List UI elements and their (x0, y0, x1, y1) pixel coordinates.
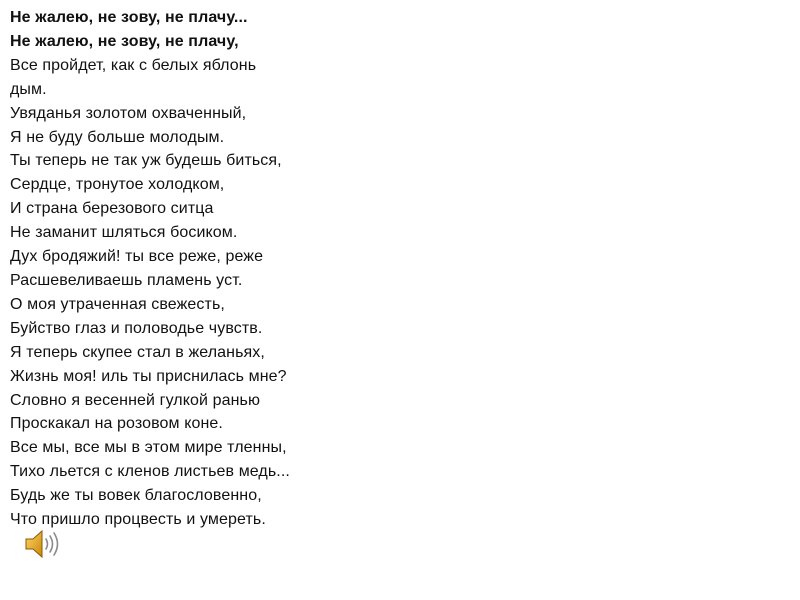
poem-line: дым. (10, 80, 47, 98)
poem-line: Жизнь моя! иль ты приснилась мне? (10, 367, 287, 385)
poem-line: Буйство глаз и половодье чувств. (10, 319, 263, 337)
poem-text (10, 6, 570, 532)
poem-line: Все мы, все мы в этом мире тленны, (10, 439, 287, 457)
poem-line: Ты теперь не так уж будешь биться, (10, 152, 282, 170)
poem-line: Увяданья золотом охваченный, (10, 104, 247, 122)
speaker-icon[interactable] (22, 527, 62, 563)
poem-line: Я не буду больше молодым. (10, 128, 225, 146)
poem-line: Дух бродяжий! ты все реже, реже (10, 248, 264, 266)
poem-line: Словно я весенней гулкой ранью (10, 391, 261, 409)
poem-line: Что пришло процвесть и умереть. (10, 511, 266, 529)
poem-line: Не заманит шляться босиком. (10, 224, 238, 242)
poem-line: Проскакал на розовом коне. (10, 415, 223, 433)
poem-line: Я теперь скупее стал в желаньях, (10, 343, 265, 361)
poem-line: Сердце, тронутое холодком, (10, 176, 225, 194)
poem-line: О моя утраченная свежесть, (10, 295, 225, 313)
poem-line: Не жалею, не зову, не плачу, (10, 32, 239, 50)
poem-line: И страна березового ситца (10, 200, 214, 218)
poem-line: Все пройдет, как с белых яблонь (10, 56, 257, 74)
sound-button[interactable] (22, 527, 62, 563)
poem-title: Не жалею, не зову, не плачу... (10, 9, 248, 26)
poem-line: Будь же ты вовек благословенно, (10, 487, 262, 505)
poem-line: Тихо льется с кленов листьев медь... (10, 463, 290, 481)
poem-line: Расшевеливаешь пламень уст. (10, 271, 243, 289)
